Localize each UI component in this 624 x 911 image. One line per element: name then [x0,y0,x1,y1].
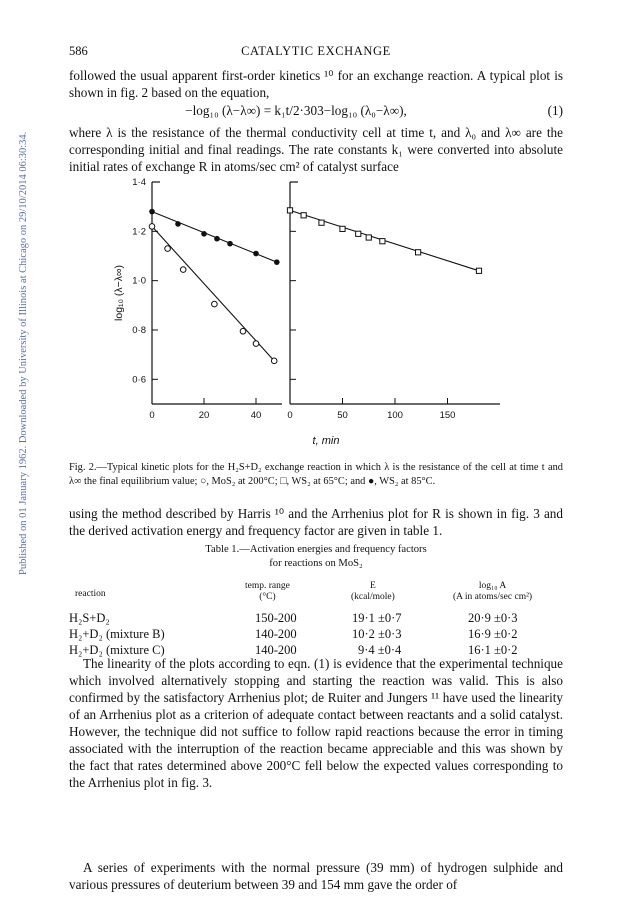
x-tick-label: 40 [250,410,262,421]
data-point-open-circle [271,358,277,364]
table-row: H₂+D₂ (mixture C) 140-200 9·4 ±0·4 16·1 ±0·2 [69,643,518,657]
data-point-open-square [340,226,345,231]
data-point-filled-circle [175,221,181,227]
data-point-open-circle [180,267,186,273]
y-tick-label: 1·0 [132,275,146,287]
x-tick-label: 20 [198,410,210,421]
equation-1 [69,103,563,119]
running-header [69,44,563,60]
table-header-row: reaction temp. range (°C) E (kcal/mole) log₁₀ A (A in atoms/sec cm²) [75,581,533,602]
data-point-open-circle [253,341,259,347]
y-tick-label: 0·8 [132,325,146,336]
data-point-open-square [287,208,292,213]
data-point-open-circle [240,328,246,334]
table-row: H₂S+D₂ 150-200 19·1 ±0·7 20·9 ±0·3 [69,611,518,625]
data-point-filled-circle [227,241,233,247]
publication-side-note: Published on 01 January 1962. Downloaded by University of Illinois at Chicago on 29/10/2014 06:30:34. [18,131,29,575]
data-point-open-square [356,231,361,236]
data-point-filled-circle [274,259,280,265]
data-point-open-square [366,235,371,240]
data-point-open-circle [212,301,218,307]
data-point-open-square [476,268,481,273]
x-axis-label: t, min [312,435,340,447]
data-point-filled-circle [201,231,207,237]
data-point-filled-circle [214,236,220,242]
equation-text: −log₁₀ (λ−λ∞) = k₁t/2·303−log₁₀ (λ₀−λ∞), [185,103,407,118]
y-tick-label: 1·4 [132,177,146,188]
data-point-open-circle [149,224,155,230]
paragraph-3: using the method described by Harris ¹⁰ and the Arrhenius plot for R is shown in fig. 3 and the derived activation energy and frequency factor are given in table 1. [69,506,563,538]
data-point-open-square [319,220,324,225]
figure-caption: Fig. 2.—Typical kinetic plots for the H₂S+D₂ exchange reaction in which λ is the resistance of the cell at time t and λ∞ the final equilibrium value; ○, MoS₂ at 200°C; □, WS₂ at 65°C; and ●, WS₂ at 85°C. [69,462,563,487]
page-number: 586 [69,44,88,58]
y-tick-label: 1·2 [132,226,146,238]
x-tick-label: 0 [287,410,293,421]
running-title: CATALYTIC EXCHANGE [241,44,391,58]
x-tick-label: 150 [439,410,456,421]
paragraph-5: A series of experiments with the normal pressure (39 mm) of hydrogen sulphide and various pressures of deuterium between 39 and 154 mm gave the order of [69,860,563,892]
x-tick-label: 50 [337,410,348,421]
data-point-open-square [380,239,385,244]
paragraph-1: followed the usual apparent first-order kinetics ¹⁰ for an exchange reaction. A typical plot is shown in fig. 2 based on the equation, [69,68,563,100]
data-point-filled-circle [149,209,155,215]
table-title: Table 1.—Activation energies and frequency factors for reactions on MoS₂ [205,544,427,569]
x-tick-label: 0 [149,410,155,421]
data-point-open-square [301,213,306,218]
paragraph-2: where λ is the resistance of the thermal conductivity cell at time t, and λ₀ and λ∞ are the corresponding initial and final readings. The rate constants k₁ were converted into absolute initial rates of exchange R in atoms/sec cm² of catalyst surface [69,125,563,174]
y-tick-label: 0·6 [132,374,146,386]
equation-number: (1) [547,103,563,118]
data-point-open-square [416,250,421,255]
data-point-open-circle [165,246,171,252]
data-point-filled-circle [253,251,259,257]
x-tick-label: 100 [387,410,403,421]
table-row: H₂+D₂ (mixture B) 140-200 10·2 ±0·3 16·9 ±0·2 [69,627,518,641]
figure-2-chart [100,172,540,452]
y-axis-label: log₁₀ (λ−λ∞) [113,265,125,321]
paragraph-4: The linearity of the plots according to eqn. (1) is evidence that the experimental technique which involved alternatively stopping and starting the reaction was valid. This is also confirmed by the satisfactory Arrhenius plot; de Ruiter and Jungers ¹¹ have used the linearity of an Arrhenius plot as a criterion of adequate contact between reactants and a solid catalyst. However, the technique did not suffice to follow rapid reactions because the error in timing associated with the interruption of the reaction became appreciable and this was shown by the fact that rates determined above 200°C fell below the expected values corresponding to the Arrhenius plot in fig. 3. [69,656,563,790]
